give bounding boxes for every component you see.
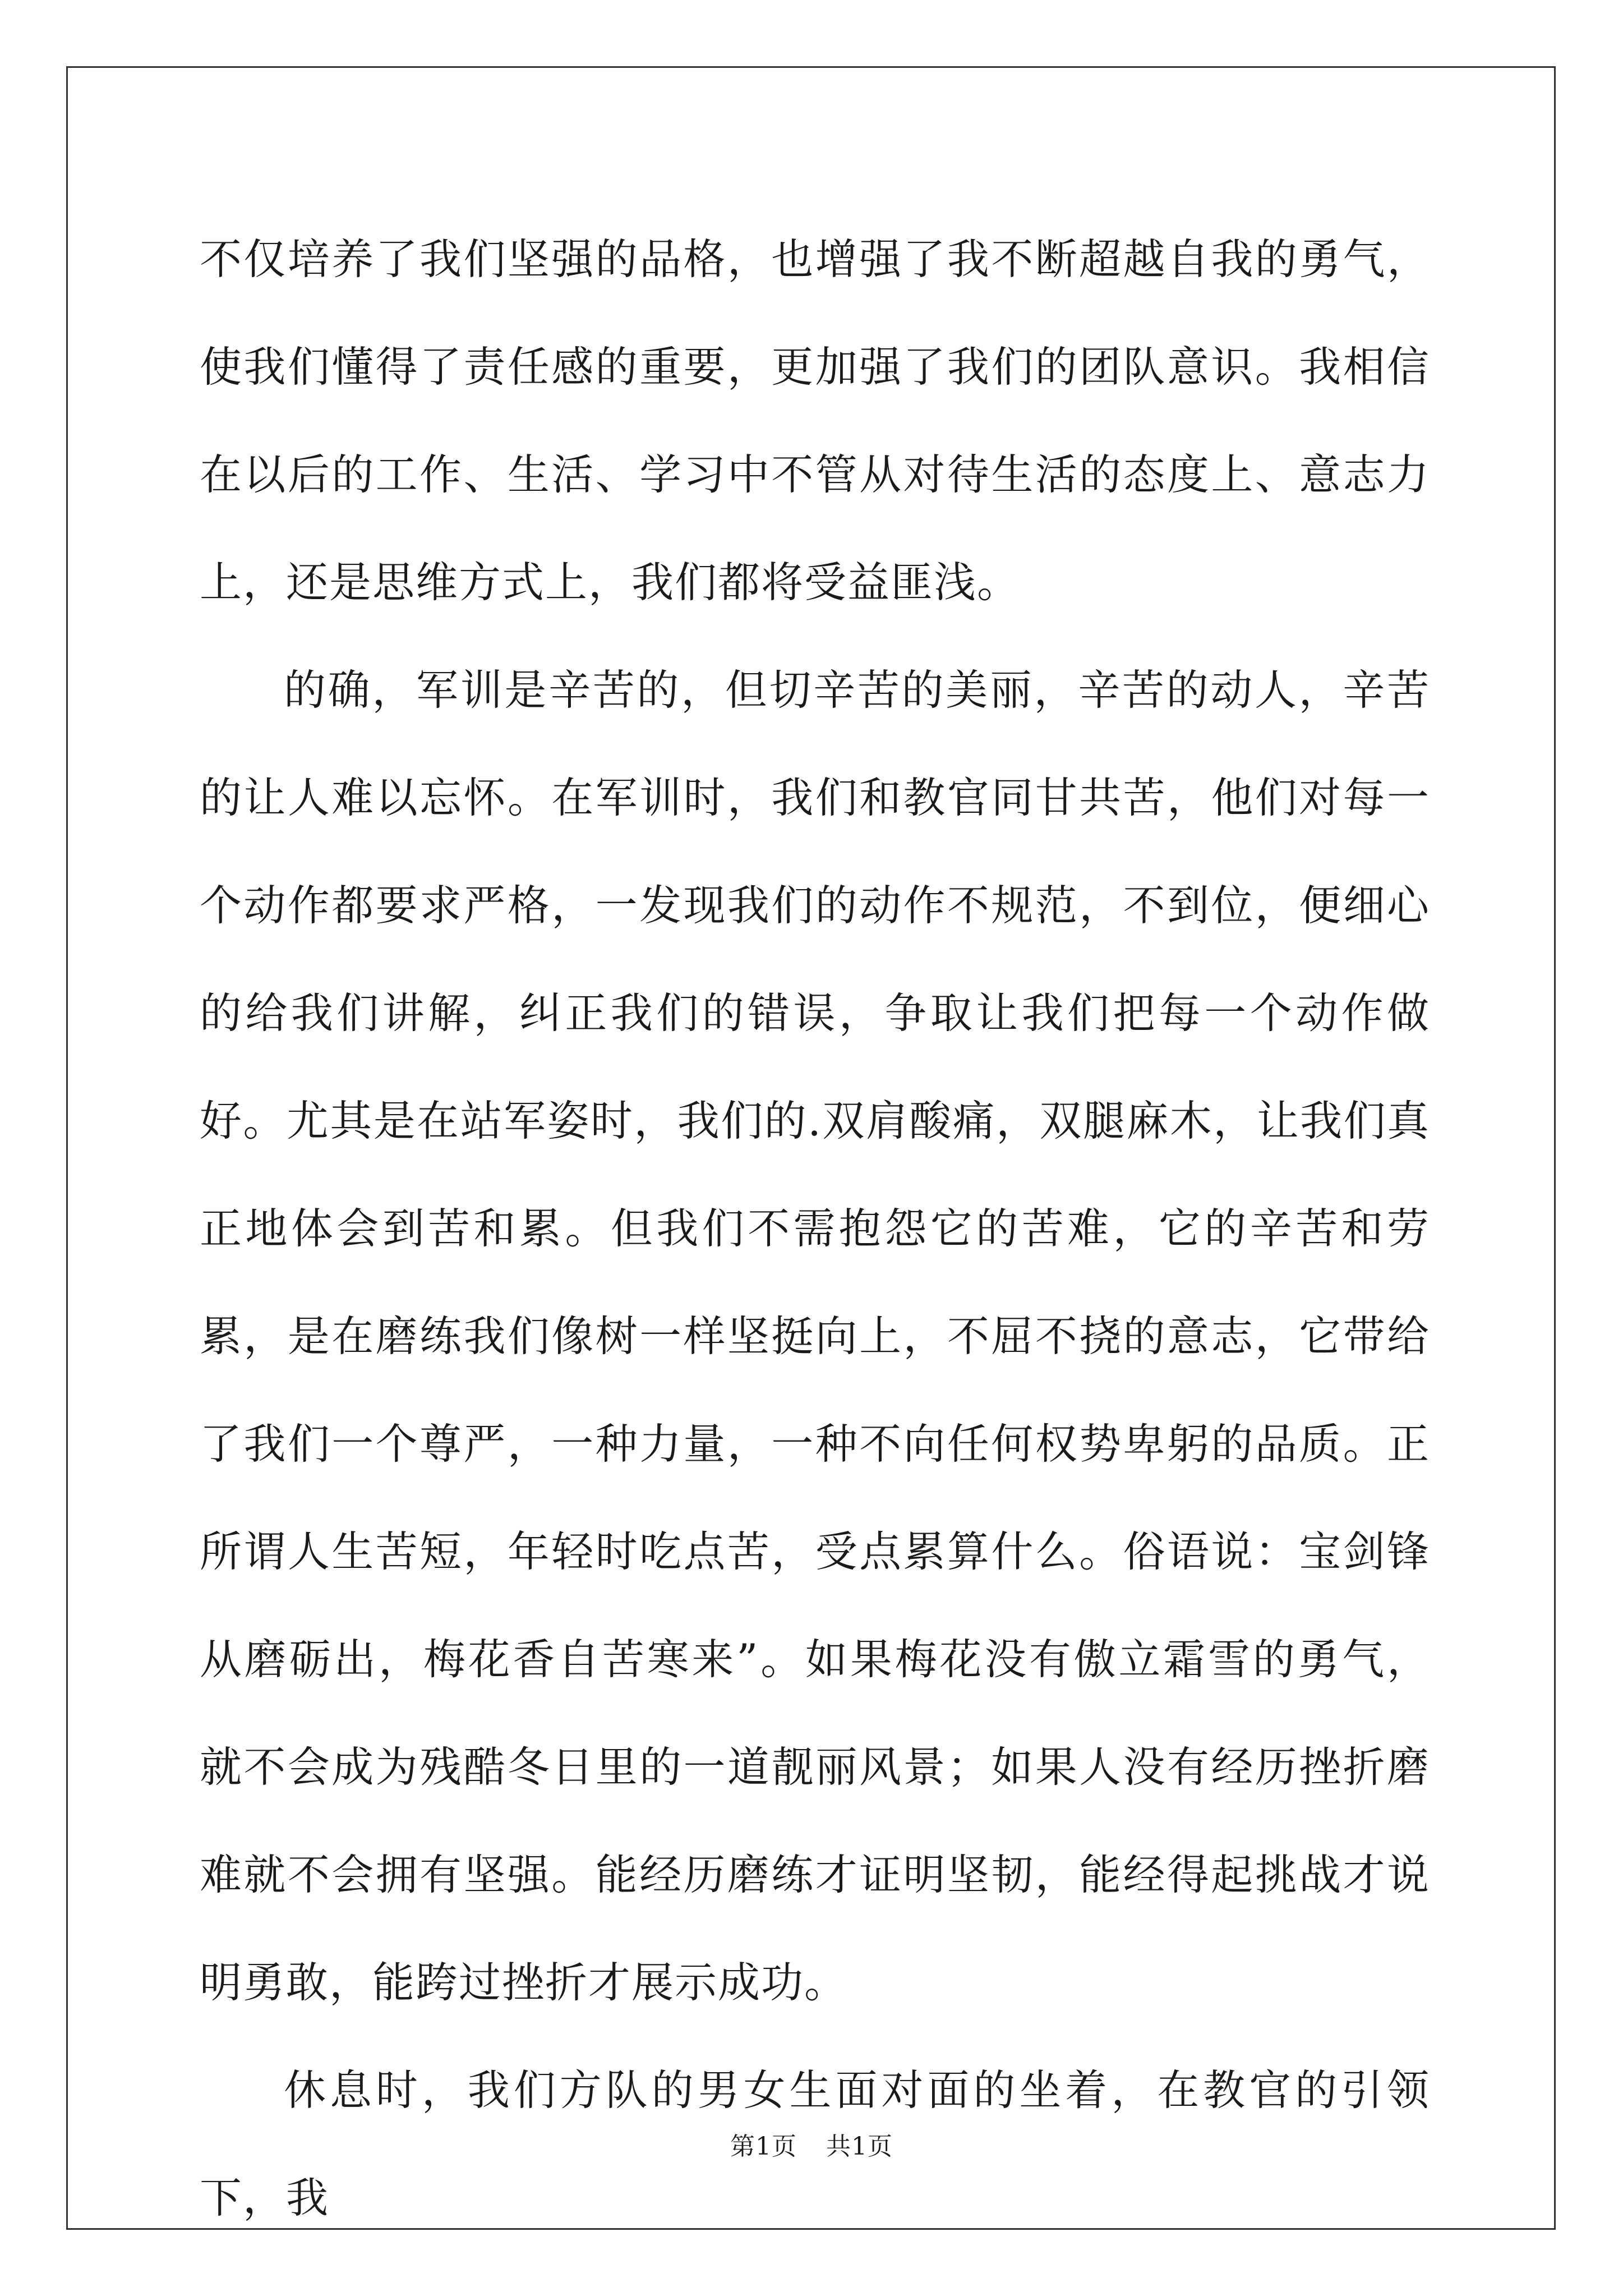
page-number-current: 第1页 — [730, 2132, 797, 2161]
paragraph-2: 的确，军训是辛苦的，但切辛苦的美丽，辛苦的动人，辛苦的让人难以忘怀。在军训时，我们和教官同甘共苦，他们对每一个动作都要求严格，一发现我们的动作不规范，不到位，便细心的给我们讲解，纠正我们的错误，争取让我们把每一个动作做好。尤其是在站军姿时，我们的.双肩酸痛，双腿麻木，让我们真正地体会到苦和累。但我们不需抱怨它的苦难，它的辛苦和劳累，是在磨练我们像树一样坚挺向上，不屈不挠的意志，它带给了我们一个尊严，一种力量，一种不向任何权势卑躬的品质。正所谓人生苦短，年轻时吃点苦，受点累算什么。俗语说：宝剑锋从磨砺出，梅花香自苦寒来”。如果梅花没有傲立霜雪的勇气，就不会成为残酷冬日里的一道靓丽风景；如果人没有经历挫折磨难就不会拥有坚强。能经历磨练才证明坚韧，能经得起挑战才说明勇敢，能跨过挫折才展示成功。 — [200, 665, 1430, 2007]
paragraph-1: 不仅培养了我们坚强的品格，也增强了我不断超越自我的勇气，使我们懂得了责任感的重要，更加强了我们的团队意识。我相信在以后的工作、生活、学习中不管从对待生活的态度上、意志力上，还是思维方式上，我们都将受益匪浅。 — [200, 234, 1430, 607]
paragraph-3: 休息时，我们方队的男女生面对面的坐着，在教官的引领下，我 — [200, 2065, 1430, 2223]
page-footer — [0, 2126, 1623, 2162]
document-body — [200, 205, 1430, 2252]
page-number-total: 共1页 — [826, 2132, 893, 2161]
